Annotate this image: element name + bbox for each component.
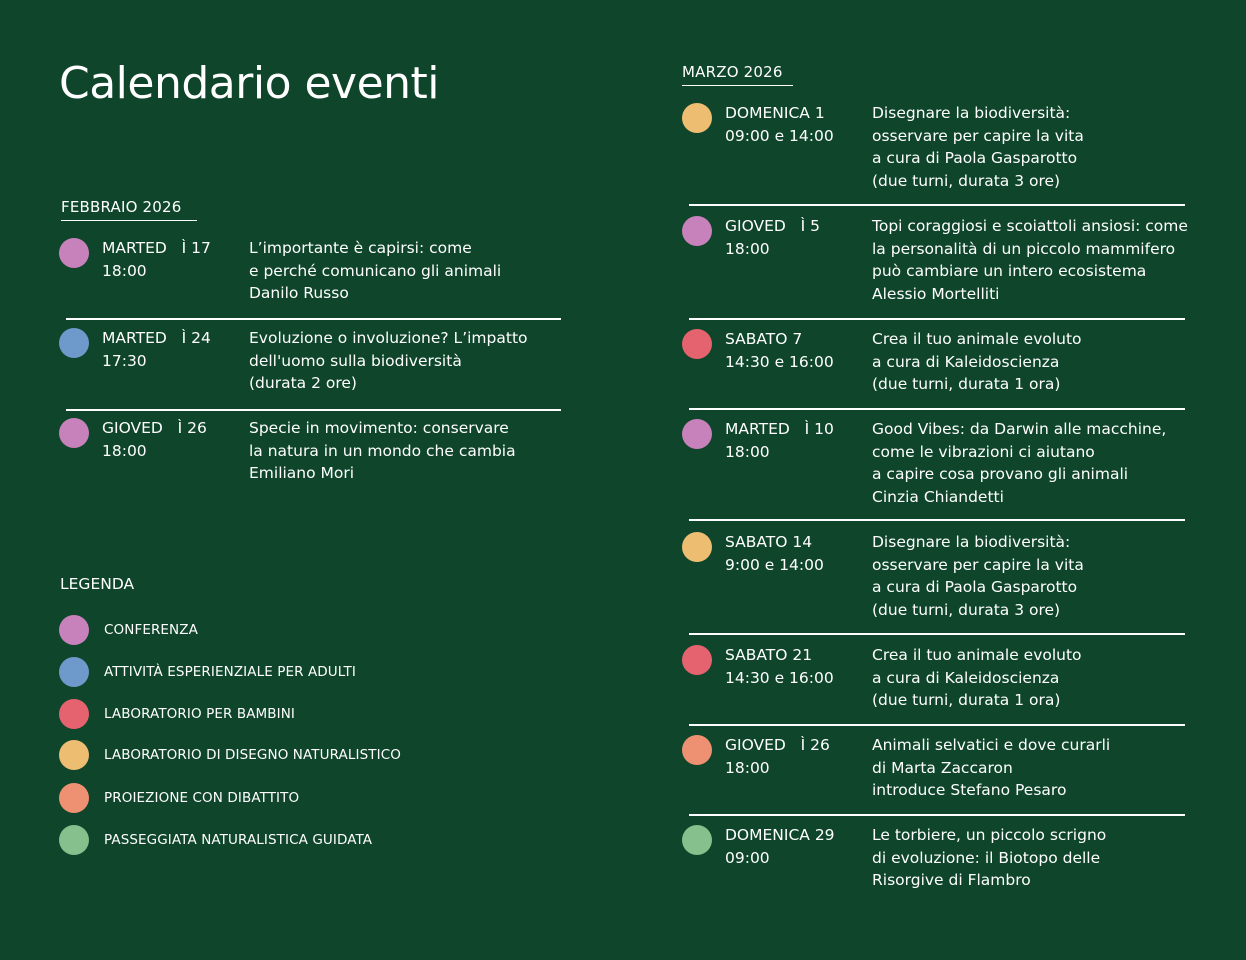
event-description-line: Risorgive di Flambro [872, 871, 1031, 889]
legend-color-dot [59, 740, 89, 770]
event-datetime [725, 531, 872, 576]
event-row [682, 644, 1202, 712]
event-datetime [725, 824, 872, 869]
page-title: Calendario eventi [59, 58, 440, 109]
event-row [682, 328, 1202, 396]
event-datetime [725, 102, 872, 147]
event-time: 18:00 [102, 441, 147, 460]
event-time: 17:30 [102, 351, 147, 370]
event-category-dot [682, 216, 712, 246]
event-description-line: Danilo Russo [249, 284, 349, 302]
event-description-line: come le vibrazioni ci aiutano [872, 442, 1095, 461]
event-category-dot [682, 645, 712, 675]
event-description-line: Disegnare la biodiversità: [872, 533, 1071, 551]
event-category-dot [682, 825, 712, 855]
event-description-line: Topi coraggiosi e scoiattoli ansiosi: come [872, 217, 1188, 235]
event-description [872, 734, 1202, 802]
event-description-line: a cura di Kaleidoscienza [872, 668, 1060, 687]
event-description [249, 417, 579, 485]
event-datetime [102, 327, 249, 372]
event-day: GIOVED Ì 26 [725, 736, 830, 754]
legend-item [59, 783, 299, 813]
event-description-line: osservare per capire la vita [872, 126, 1084, 145]
event-description [872, 102, 1202, 192]
legend-label: PROIEZIONE CON DIBATTITO [104, 790, 300, 806]
legend-label: LABORATORIO DI DISEGNO NATURALISTICO [104, 747, 401, 763]
event-category-dot [59, 328, 89, 358]
event-description-line: e perché comunicano gli animali [249, 261, 502, 280]
event-time: 18:00 [725, 239, 770, 258]
legend-label: CONFERENZA [104, 622, 198, 638]
event-description-line: Disegnare la biodiversità: [872, 104, 1071, 122]
february-heading-text: FEBBRAIO 2026 [61, 198, 182, 216]
event-separator [689, 318, 1185, 320]
event-datetime [725, 734, 872, 779]
event-separator [689, 724, 1185, 726]
legend-item [59, 740, 401, 770]
event-time: 18:00 [725, 442, 770, 461]
event-separator [689, 204, 1185, 206]
event-description-line: a cura di Paola Gasparotto [872, 578, 1078, 596]
event-datetime [725, 215, 872, 260]
event-time: 09:00 [725, 848, 770, 867]
event-row [682, 215, 1202, 305]
event-time: 9:00 e 14:00 [725, 555, 824, 574]
event-description [249, 327, 579, 395]
legend-title: LEGENDA [60, 575, 135, 593]
event-category-dot [682, 735, 712, 765]
february-heading-underline [61, 220, 197, 221]
february-heading [61, 198, 182, 218]
event-separator [689, 814, 1185, 816]
event-row [682, 734, 1202, 802]
event-category-dot [59, 418, 89, 448]
event-description-line: Evoluzione o involuzione? L’impatto [249, 329, 528, 347]
event-description-line: dell'uomo sulla biodiversità [249, 351, 462, 370]
event-description-line: (due turni, durata 3 ore) [872, 600, 1061, 619]
event-description-line: la natura in un mondo che cambia [249, 441, 516, 460]
event-description [249, 237, 579, 305]
event-description-line: (due turni, durata 1 ora) [872, 375, 1061, 393]
event-row [682, 418, 1202, 508]
event-row [59, 237, 579, 305]
legend-item [59, 699, 295, 729]
event-row [682, 102, 1202, 192]
event-category-dot [59, 238, 89, 268]
legend-color-dot [59, 825, 89, 855]
event-description-line: introduce Stefano Pesaro [872, 781, 1067, 799]
legend-color-dot [59, 699, 89, 729]
event-category-dot [682, 532, 712, 562]
event-description-line: Crea il tuo animale evoluto [872, 330, 1082, 348]
legend-label: PASSEGGIATA NATURALISTICA GUIDATA [104, 832, 373, 848]
event-description-line: a cura di Kaleidoscienza [872, 352, 1060, 371]
event-separator [66, 318, 561, 320]
event-description-line: (durata 2 ore) [249, 374, 357, 392]
event-description [872, 824, 1202, 892]
event-row [59, 327, 579, 395]
event-day: MARTED Ì 24 [102, 329, 211, 347]
event-category-dot [682, 419, 712, 449]
event-separator [689, 408, 1185, 410]
event-time: 18:00 [725, 758, 770, 777]
legend-color-dot [59, 783, 89, 813]
event-datetime [725, 418, 872, 463]
legend-item [59, 657, 356, 687]
event-description-line: L’importante è capirsi: come [249, 239, 472, 257]
event-time: 14:30 e 16:00 [725, 668, 834, 687]
legend-color-dot [59, 615, 89, 645]
event-description-line: Alessio Mortelliti [872, 284, 1000, 303]
event-category-dot [682, 329, 712, 359]
event-day: DOMENICA 29 [725, 826, 835, 844]
event-datetime [102, 417, 249, 462]
event-description [872, 644, 1202, 712]
legend-label: LABORATORIO PER BAMBINI [104, 706, 295, 722]
march-heading-text: MARZO 2026 [682, 63, 783, 81]
event-day: MARTED Ì 10 [725, 420, 834, 438]
event-description-line: di Marta Zaccaron [872, 758, 1013, 777]
event-datetime [725, 328, 872, 373]
event-day: GIOVED Ì 5 [725, 217, 820, 235]
event-separator [689, 519, 1185, 521]
event-day: GIOVED Ì 26 [102, 419, 207, 437]
event-day: SABATO 21 [725, 646, 813, 664]
event-day: MARTED Ì 17 [102, 239, 211, 257]
event-description [872, 418, 1202, 508]
event-time: 18:00 [102, 261, 147, 280]
event-description-line: Specie in movimento: conservare [249, 419, 509, 437]
legend-item [59, 615, 198, 645]
event-description-line: la personalità di un piccolo mammifero [872, 239, 1176, 258]
event-description [872, 328, 1202, 396]
event-category-dot [682, 103, 712, 133]
event-description-line: Crea il tuo animale evoluto [872, 646, 1082, 664]
event-day: SABATO 14 [725, 533, 813, 551]
event-description-line: di evoluzione: il Biotopo delle [872, 848, 1101, 867]
legend-label: ATTIVITÀ ESPERIENZIALE PER ADULTI [104, 664, 356, 680]
event-description [872, 531, 1202, 621]
event-datetime [102, 237, 249, 282]
event-description-line: Cinzia Chiandetti [872, 487, 1004, 506]
event-description [872, 215, 1202, 305]
event-row [682, 531, 1202, 621]
event-description-line: (due turni, durata 3 ore) [872, 171, 1061, 190]
event-time: 09:00 e 14:00 [725, 126, 834, 145]
event-description-line: a cura di Paola Gasparotto [872, 149, 1078, 167]
march-heading [682, 63, 783, 83]
event-time: 14:30 e 16:00 [725, 352, 834, 371]
event-description-line: osservare per capire la vita [872, 555, 1084, 574]
event-description-line: Animali selvatici e dove curarli [872, 736, 1111, 754]
event-separator [689, 633, 1185, 635]
legend-item [59, 825, 372, 855]
event-row [59, 417, 579, 485]
event-description-line: può cambiare un intero ecosistema [872, 262, 1147, 280]
event-description-line: a capire cosa provano gli animali [872, 465, 1129, 483]
event-row [682, 824, 1202, 892]
event-day: DOMENICA 1 [725, 104, 825, 122]
march-heading-underline [682, 85, 793, 86]
event-description-line: Good Vibes: da Darwin alle macchine, [872, 420, 1167, 438]
legend-color-dot [59, 657, 89, 687]
event-datetime [725, 644, 872, 689]
event-day: SABATO 7 [725, 330, 803, 348]
event-description-line: Le torbiere, un piccolo scrigno [872, 826, 1107, 844]
event-separator [66, 409, 561, 411]
event-description-line: (due turni, durata 1 ora) [872, 691, 1061, 709]
event-description-line: Emiliano Mori [249, 464, 355, 482]
